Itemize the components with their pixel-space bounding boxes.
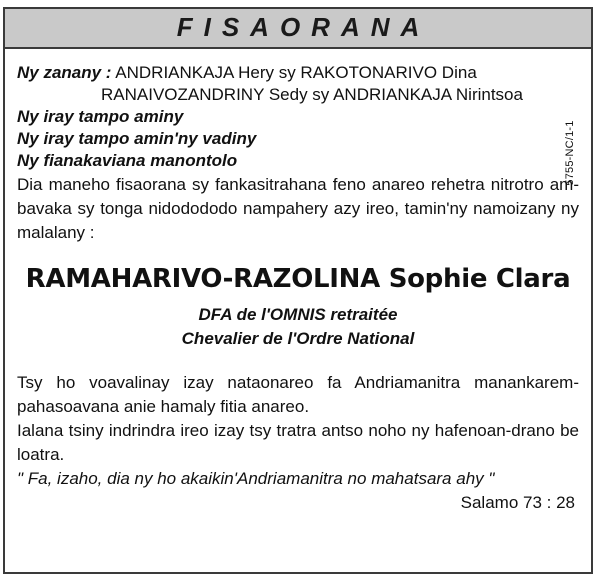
notice-body	[17, 62, 579, 515]
deceased-title-2: Chevalier de l'Ordre National	[181, 329, 415, 348]
deceased-name: RAMAHARIVO-RAZOLINA Sophie Clara	[25, 264, 571, 294]
ad-reference-code: 5755-NC/1-1	[564, 120, 576, 186]
children-label: Ny zanany :	[17, 63, 112, 82]
bible-reference: Salamo 73 : 28	[460, 493, 575, 512]
extended-family-label: Ny fianakaviana manontolo	[17, 151, 238, 170]
thanks-paragraph: Tsy ho voavalinay izay nataonareo fa Andriamanitra manankarem-pahasoavana anie hamaly fitia anareo.	[17, 373, 579, 416]
notice-title: FISAORANA	[176, 12, 431, 42]
siblings-label: Ny iray tampo aminy	[17, 107, 184, 126]
children-names-line1: ANDRIANKAJA Hery sy RAKOTONARIVO Dina	[115, 63, 477, 82]
children-names-line2: RANAIVOZANDRINY Sedy sy ANDRIANKAJA Nirintsoa	[101, 85, 523, 104]
apology-paragraph: Ialana tsiny indrindra ireo izay tsy tratra antso noho ny hafenoan-drano be loatra.	[17, 421, 579, 464]
notice-frame	[3, 7, 593, 574]
children-row	[17, 62, 579, 84]
in-laws-label: Ny iray tampo amin'ny vadiny	[17, 129, 257, 148]
deceased-title-1: DFA de l'OMNIS retraitée	[198, 305, 398, 324]
intro-paragraph: Dia maneho fisaorana sy fankasitrahana feno anareo rehetra nitrotro am-bavaka sy tonga nidodododo nampahery azy ireo, tamin'ny namoizany ny malalany :	[17, 175, 579, 242]
bible-quote: " Fa, izaho, dia ny ho akaikin'Andriamanitra no mahatsara ahy "	[17, 469, 495, 488]
notice-header	[5, 9, 591, 49]
